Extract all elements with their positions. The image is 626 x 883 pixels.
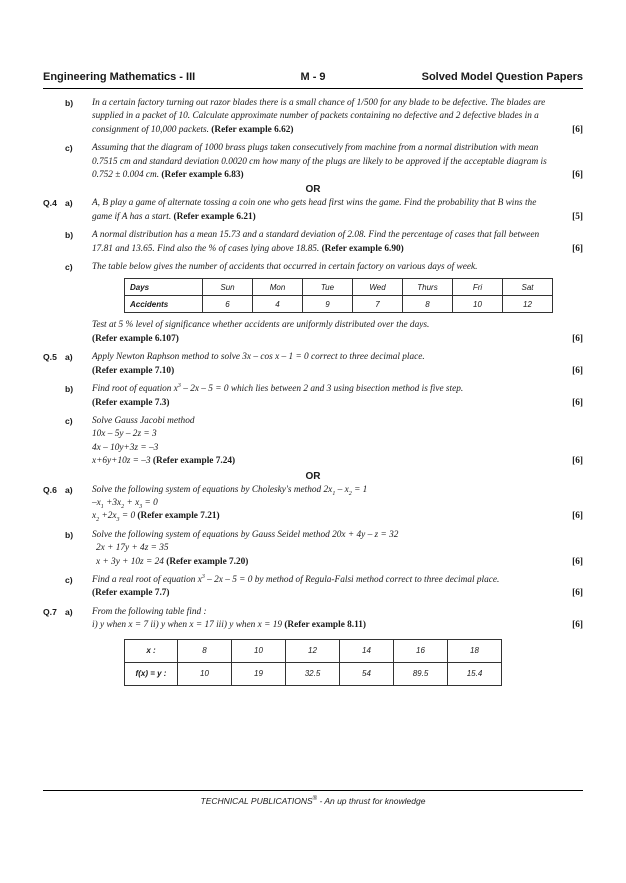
reference: (Refer example 7.21) bbox=[137, 511, 220, 522]
table-cell: 6 bbox=[203, 296, 253, 313]
accidents-table bbox=[124, 278, 553, 313]
reference: (Refer example 6.62) bbox=[211, 124, 294, 135]
footer-rule bbox=[43, 790, 583, 791]
table-cell: 10 bbox=[453, 296, 503, 313]
question-number: Q.5 bbox=[43, 352, 57, 363]
header-section-title: Solved Model Question Papers bbox=[421, 71, 583, 83]
table-cell: 89.5 bbox=[394, 662, 448, 685]
marks: [6] bbox=[572, 333, 583, 344]
question-3c bbox=[43, 142, 583, 182]
marks: [6] bbox=[572, 588, 583, 599]
exponent: 3 bbox=[177, 383, 181, 389]
table-cell: 32.5 bbox=[286, 662, 340, 685]
question-7a bbox=[43, 606, 583, 686]
equation-1: 10x – 5y – 2z = 3 bbox=[92, 429, 157, 440]
table-cell: 8 bbox=[403, 296, 453, 313]
equation-3: x bbox=[92, 511, 97, 522]
equation-2: +3x bbox=[103, 497, 122, 508]
question-text: = 1 bbox=[351, 484, 368, 495]
question-text: Solve the following system of equations by Cholesky's method 2x bbox=[92, 484, 333, 495]
table-cell: Fri bbox=[453, 279, 503, 296]
question-4c bbox=[43, 261, 583, 346]
question-text: – 2x – 5 = 0 which lies between 2 and 3 using bisection method is five step. bbox=[180, 384, 464, 395]
question-text: A normal distribution has a mean 15.73 and a standard deviation of 2.08. Find the percentage of cases that fall between 17.81 and 13.65. Find also the % of cases lying above 18.85. bbox=[92, 230, 540, 254]
table-cell: 7 bbox=[353, 296, 403, 313]
question-6b bbox=[43, 529, 583, 569]
table-cell: Sat bbox=[503, 279, 553, 296]
question-text: In a certain factory turning out razor blades there is a small chance of 1/500 for any blade to be defective. The blades are supplied in a packet of 10. Calculate approximate number of packets containing no defective and 2 defective blades in a consignment of 10,000 packets. bbox=[92, 98, 546, 135]
question-number: Q.6 bbox=[43, 484, 57, 495]
equation-2: + x bbox=[124, 497, 140, 508]
question-6a bbox=[43, 484, 583, 524]
marks: [6] bbox=[572, 124, 583, 135]
marks: [6] bbox=[572, 556, 583, 567]
reference: (Refer example 7.24) bbox=[152, 456, 236, 467]
row-header: Days bbox=[125, 279, 203, 296]
question-text: Assuming that the diagram of 1000 brass plugs taken consecutively from machine from a normal distribution with mean 0.7515 cm and standard deviation 0.0020 cm how many of the plugs are likely to be approved if the acceptable diagram is 0.752 ± 0.004 cm. bbox=[92, 143, 547, 181]
interpolation-table bbox=[124, 639, 502, 686]
row-header: Accidents bbox=[125, 296, 203, 313]
marks: [6] bbox=[572, 620, 583, 631]
table-row-accidents bbox=[125, 296, 553, 313]
table-cell: Mon bbox=[253, 279, 303, 296]
reference: (Refer example 7.10) bbox=[92, 365, 175, 376]
sub-label: b) bbox=[65, 529, 74, 540]
equation-3: x+6y+10z = –3 bbox=[92, 456, 151, 467]
equation-3: x + 3y + 10z = 24 bbox=[96, 556, 164, 567]
sub-label: b) bbox=[65, 384, 74, 395]
question-text: From the following table find : bbox=[92, 606, 207, 617]
table-row-y bbox=[125, 662, 502, 685]
reference: (Refer example 6.107) bbox=[92, 333, 179, 344]
question-5c bbox=[43, 415, 583, 469]
equation-2: 2x + 17y + 4z = 35 bbox=[96, 543, 169, 554]
marks: [5] bbox=[572, 211, 583, 222]
reference: (Refer example 7.7) bbox=[92, 588, 170, 599]
sub-label: a) bbox=[65, 352, 73, 363]
reference: (Refer example 8.11) bbox=[284, 620, 366, 631]
question-4a bbox=[43, 197, 583, 224]
header-book-title: Engineering Mathematics - III bbox=[43, 71, 196, 83]
exponent: 3 bbox=[201, 573, 205, 580]
sub-label: a) bbox=[65, 198, 73, 209]
question-text: Find root of equation x bbox=[92, 384, 178, 395]
table-cell: 10 bbox=[232, 639, 286, 662]
equation-3: +2x bbox=[99, 511, 117, 522]
table-cell: Thurs bbox=[403, 279, 453, 296]
sub-label: a) bbox=[65, 606, 73, 617]
table-cell: 4 bbox=[253, 296, 303, 313]
subscript: 1 bbox=[332, 490, 336, 497]
table-cell: Sun bbox=[203, 279, 253, 296]
question-text: Solve the following system of equations by Gauss Seidel method 20x + 4y – z = 32 bbox=[92, 529, 399, 540]
sub-label: c) bbox=[65, 415, 73, 426]
question-text: Apply Newton Raphson method to solve 3x – cos x – 1 = 0 correct to three decimal place. bbox=[92, 352, 425, 363]
sub-label: b) bbox=[65, 230, 74, 241]
table-row-x bbox=[125, 639, 502, 662]
question-text: – x bbox=[335, 484, 349, 495]
marks: [6] bbox=[572, 243, 583, 254]
table-cell: 9 bbox=[303, 296, 353, 313]
row-header: f(x) = y : bbox=[125, 662, 178, 685]
marks: [6] bbox=[572, 456, 583, 467]
question-6c bbox=[43, 574, 583, 601]
page-footer bbox=[0, 796, 626, 806]
question-text: Find a real root of equation x bbox=[92, 574, 202, 585]
equation-3: = 0 bbox=[119, 511, 136, 522]
marks: [6] bbox=[572, 365, 583, 376]
question-text: The table below gives the number of accidents that occurred in certain factory on various days of week. bbox=[92, 262, 478, 273]
table-cell: 54 bbox=[340, 662, 394, 685]
question-content bbox=[43, 97, 583, 692]
publisher-tagline: - An up thrust for knowledge bbox=[317, 796, 426, 806]
table-cell: Wed bbox=[353, 279, 403, 296]
sub-label: c) bbox=[65, 262, 73, 273]
question-text: – 2x – 5 = 0 by method of Regula-Falsi method correct to three decimal place. bbox=[204, 574, 500, 585]
registered-mark: ® bbox=[312, 796, 318, 803]
table-cell: 12 bbox=[286, 639, 340, 662]
question-text: Solve Gauss Jacobi method bbox=[92, 415, 195, 426]
equation-2: = 0 bbox=[142, 497, 158, 508]
question-subparts: i) y when x = 7 ii) y when x = 17 iii) y when x = 19 bbox=[92, 620, 282, 631]
subscript: 1 bbox=[100, 503, 104, 510]
marks: [6] bbox=[572, 170, 583, 181]
sub-label: c) bbox=[65, 574, 73, 585]
reference: (Refer example 7.20) bbox=[166, 556, 249, 567]
subscript: 2 bbox=[121, 503, 125, 510]
question-5b bbox=[43, 383, 583, 410]
reference: (Refer example 7.3) bbox=[92, 397, 170, 408]
subscript: 2 bbox=[348, 490, 352, 497]
reference: (Refer example 6.83) bbox=[161, 170, 244, 181]
equation-2: –x bbox=[92, 497, 101, 508]
equation-2: 4x – 10y+3z = –3 bbox=[92, 442, 159, 453]
question-3b bbox=[43, 97, 583, 137]
table-cell: 15.4 bbox=[448, 662, 502, 685]
header-page-number: M - 9 bbox=[300, 71, 326, 83]
question-text: A, B play a game of alternate tossing a coin one who gets head first wins the game. Find the probability that B wins the game if A has a start. bbox=[92, 198, 537, 222]
subscript: 3 bbox=[139, 503, 143, 510]
table-cell: 16 bbox=[394, 639, 448, 662]
reference: (Refer example 6.21) bbox=[173, 211, 256, 222]
table-cell: 19 bbox=[232, 662, 286, 685]
marks: [6] bbox=[572, 511, 583, 522]
or-divider: OR bbox=[305, 470, 321, 482]
table-row-days bbox=[125, 279, 553, 296]
question-5a bbox=[43, 351, 583, 378]
or-divider: OR bbox=[305, 184, 321, 196]
subscript: 2 bbox=[96, 517, 100, 524]
table-cell: 8 bbox=[178, 639, 232, 662]
marks: [6] bbox=[572, 397, 583, 408]
reference: (Refer example 6.90) bbox=[321, 243, 404, 254]
table-cell: 18 bbox=[448, 639, 502, 662]
sub-label: c) bbox=[65, 143, 73, 154]
publisher-name: TECHNICAL PUBLICATIONS bbox=[200, 796, 313, 806]
page-header bbox=[43, 71, 583, 87]
sub-label: b) bbox=[65, 98, 74, 108]
sub-label: a) bbox=[65, 484, 73, 495]
table-cell: 10 bbox=[178, 662, 232, 685]
header-rule bbox=[43, 88, 583, 89]
question-number: Q.4 bbox=[43, 198, 57, 209]
subscript: 3 bbox=[116, 517, 120, 524]
question-number: Q.7 bbox=[43, 606, 57, 617]
table-cell: 14 bbox=[340, 639, 394, 662]
table-cell: 12 bbox=[503, 296, 553, 313]
question-4b bbox=[43, 229, 583, 256]
question-text-continued: Test at 5 % level of significance whether accidents are uniformly distributed over the days. bbox=[92, 320, 430, 331]
table-cell: Tue bbox=[303, 279, 353, 296]
row-header: x : bbox=[125, 639, 178, 662]
